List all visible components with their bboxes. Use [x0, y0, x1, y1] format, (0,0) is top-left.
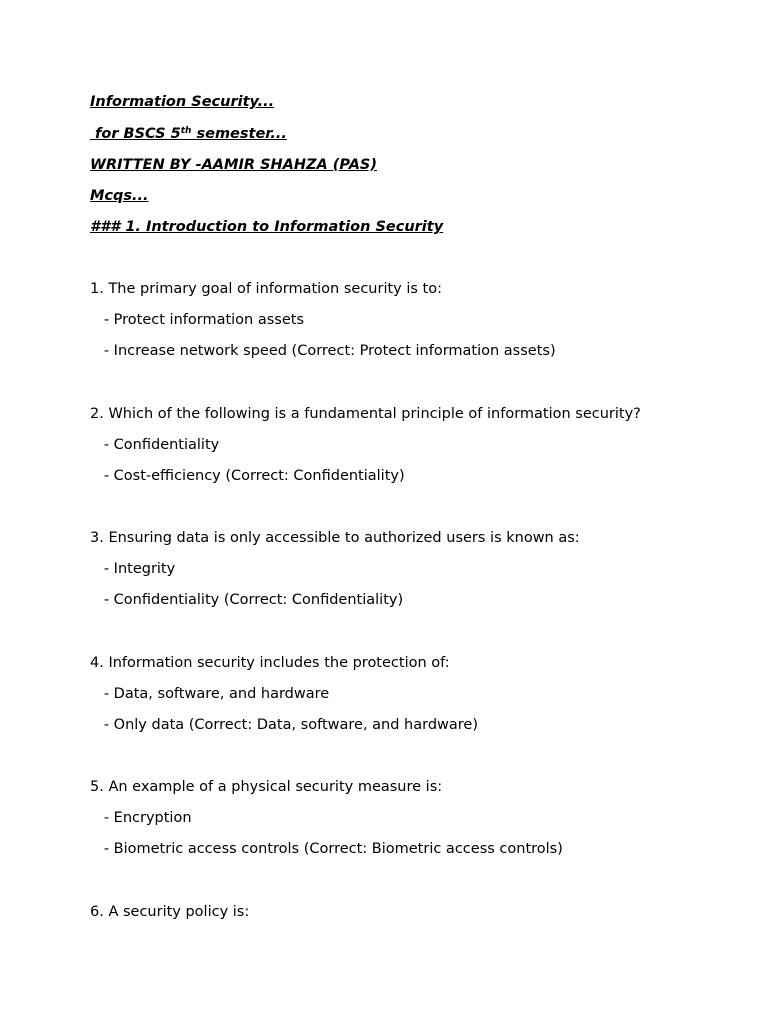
course-prefix: for BSCS 5 [90, 126, 181, 142]
chapter-heading: ### 1. Introduction to Information Security [90, 219, 444, 235]
option-text: - Confidentiality [90, 437, 220, 453]
author-line: WRITTEN BY -AAMIR SHAHZA (PAS) [90, 157, 377, 173]
section-type: Mcqs... [90, 188, 149, 204]
option-text: - Increase network speed (Correct: Protect information assets) [90, 343, 556, 359]
option-text: - Data, software, and hardware [90, 686, 330, 702]
option-text: - Biometric access controls (Correct: Biometric access controls) [90, 841, 563, 857]
question-text: 6. A security policy is: [90, 904, 250, 920]
question-text: 5. An example of a physical security measure is: [90, 779, 443, 795]
course-line [90, 124, 287, 144]
question-text: 3. Ensuring data is only accessible to authorized users is known as: [90, 530, 580, 546]
question-text: 2. Which of the following is a fundamental principle of information security? [90, 406, 641, 422]
document-title: Information Security... [90, 94, 275, 110]
option-text: - Protect information assets [90, 312, 304, 328]
course-superscript: th [180, 126, 192, 136]
option-text: - Only data (Correct: Data, software, and hardware) [90, 717, 479, 733]
option-text: - Cost-efficiency (Correct: Confidentiality) [90, 468, 405, 484]
document-page [90, 0, 750, 1024]
option-text: - Integrity [90, 561, 176, 577]
question-text: 4. Information security includes the protection of: [90, 655, 450, 671]
option-text: - Confidentiality (Correct: Confidentiality) [90, 592, 404, 608]
question-text: 1. The primary goal of information security is to: [90, 281, 442, 297]
course-suffix: semester... [191, 126, 287, 142]
option-text: - Encryption [90, 810, 192, 826]
